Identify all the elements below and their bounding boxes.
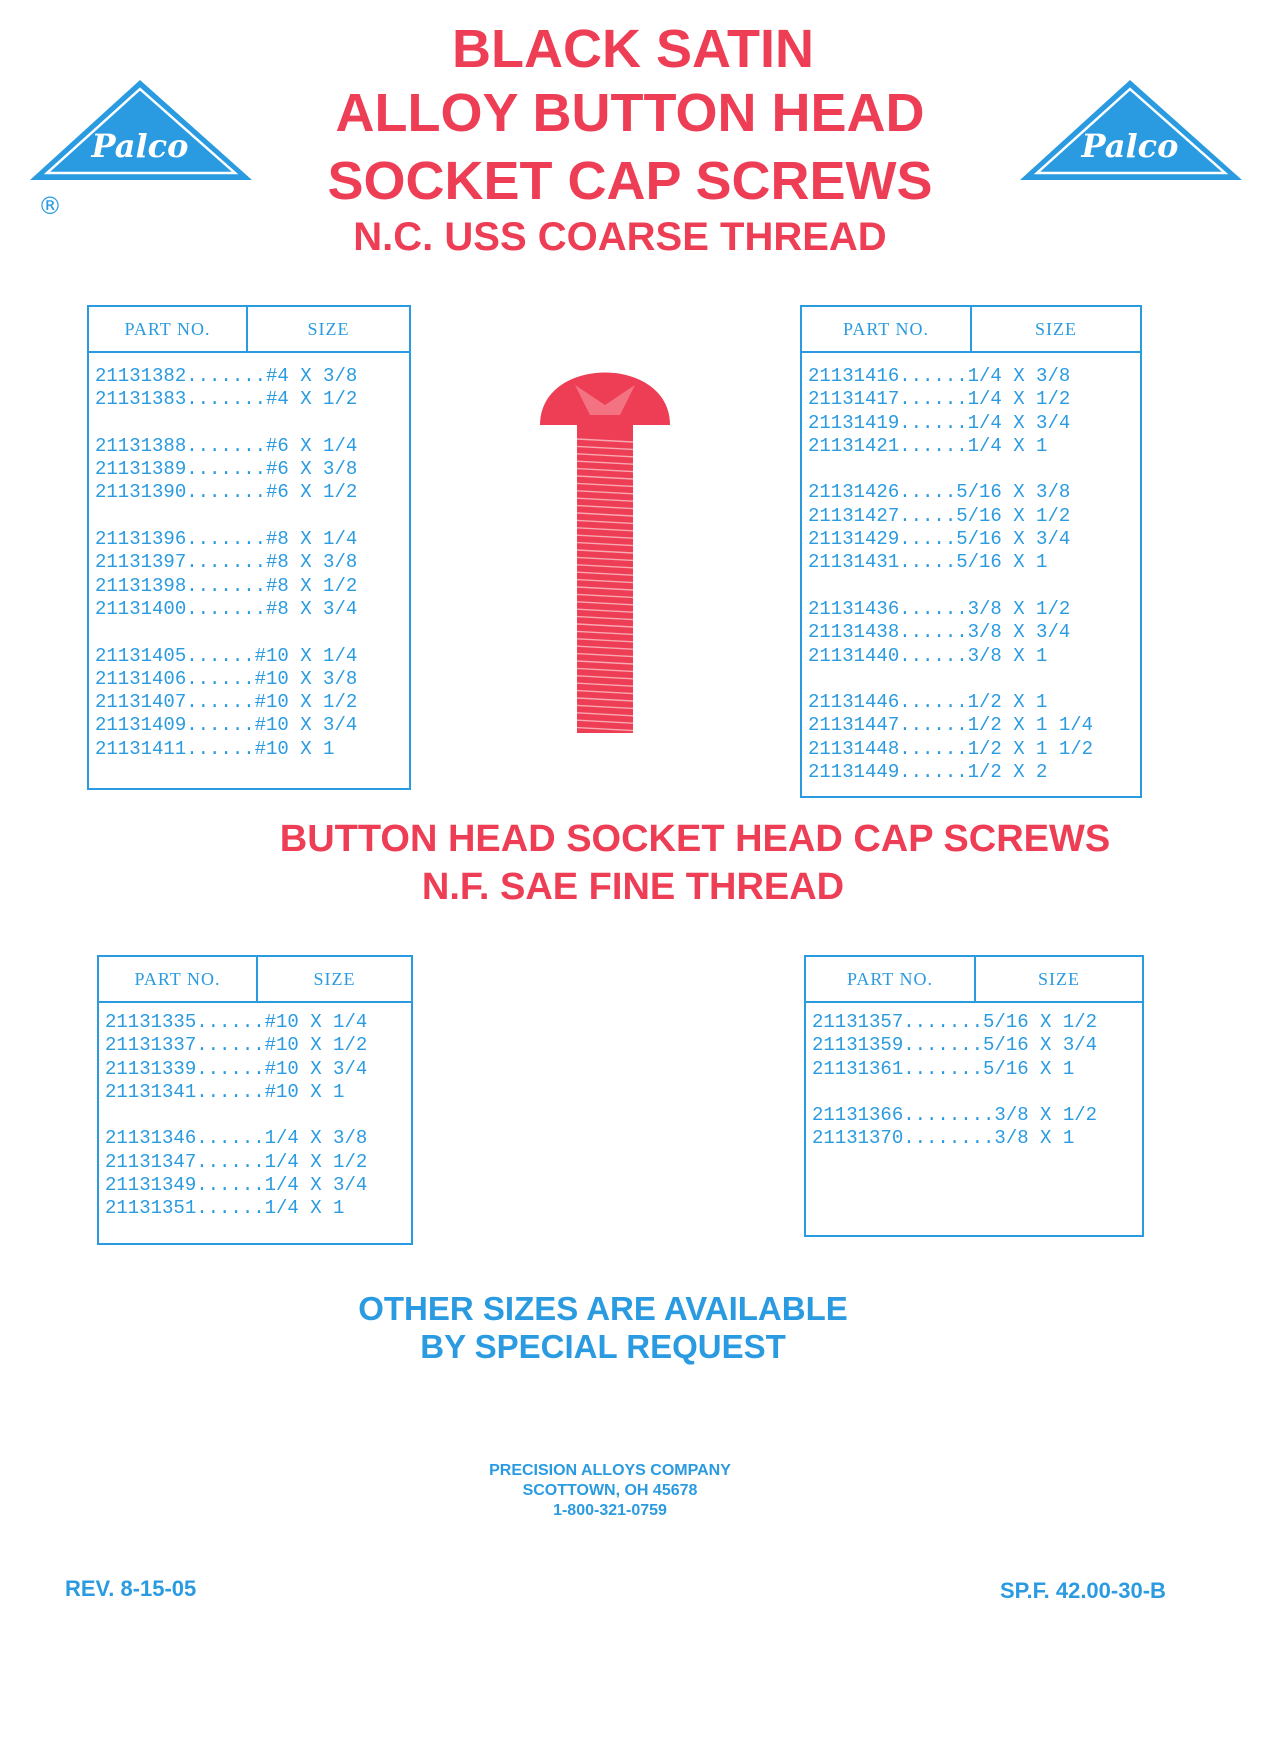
notice-line-1: OTHER SIZES ARE AVAILABLE [358,1290,848,1327]
part-row: 21131389.......#6 X 3/8 [95,458,358,481]
part-row: 21131447......1/2 X 1 1/4 [808,714,1094,737]
part-row: 21131429.....5/16 X 3/4 [808,528,1071,551]
table-body [89,353,409,761]
part-row: 21131339......#10 X 3/4 [105,1057,368,1080]
part-row: 21131346......1/4 X 3/8 [105,1127,368,1150]
part-row: 21131382.......#4 X 3/8 [95,365,358,387]
table-header [806,957,1142,1003]
table-header [802,307,1140,353]
part-row: 21131357.......5/16 X 1/2 [812,1011,1098,1033]
header-part-no: PART NO. [99,957,258,1001]
table-body [802,353,1140,784]
part-row: 21131359.......5/16 X 3/4 [812,1034,1098,1057]
coarse-thread-table-left [87,305,411,790]
part-row: 21131438......3/8 X 3/4 [808,621,1071,644]
part-row: 21131400.......#8 X 3/4 [95,597,358,620]
table-body [99,1003,411,1221]
title-line-2: ALLOY BUTTON HEAD [335,83,925,143]
part-row: 21131416......1/4 X 3/8 [808,365,1071,387]
group-spacer [808,458,1140,481]
notice-line-2: BY SPECIAL REQUEST [420,1328,786,1365]
part-row: 21131388.......#6 X 1/4 [95,434,358,457]
part-row: 21131406......#10 X 3/8 [95,667,358,690]
part-row: 21131426.....5/16 X 3/8 [808,481,1071,504]
header-size: SIZE [1038,968,1080,989]
part-row: 21131411......#10 X 1 [95,737,335,760]
table-header [99,957,411,1003]
table-body [806,1003,1142,1151]
part-row: 21131417......1/4 X 1/2 [808,388,1071,411]
header-part-no: PART NO. [806,957,976,1001]
part-row: 21131349......1/4 X 3/4 [105,1174,368,1197]
part-row: 21131347......1/4 X 1/2 [105,1150,368,1173]
coarse-thread-table-right [800,305,1142,798]
part-row: 21131351......1/4 X 1 [105,1197,345,1220]
title-line-3: SOCKET CAP SCREWS [327,151,933,211]
group-spacer [808,668,1140,691]
part-row: 21131337......#10 X 1/2 [105,1034,368,1057]
group-spacer [95,412,409,435]
part-row: 21131398.......#8 X 1/2 [95,574,358,597]
group-spacer [812,1081,1142,1104]
company-phone: 1-800-321-0759 [553,1502,667,1519]
part-row: 21131440......3/8 X 1 [808,644,1048,667]
part-row: 21131407......#10 X 1/2 [95,691,358,714]
part-row: 21131431.....5/16 X 1 [808,551,1048,574]
part-row: 21131366........3/8 X 1/2 [812,1104,1098,1127]
part-row: 21131405......#10 X 1/4 [95,644,358,667]
part-row: 21131436......3/8 X 1/2 [808,597,1071,620]
part-row: 21131370........3/8 X 1 [812,1127,1075,1150]
fine-thread-table-right [804,955,1144,1237]
part-row: 21131383.......#4 X 1/2 [95,388,358,411]
part-row: 21131341......#10 X 1 [105,1080,345,1103]
part-row: 21131449......1/2 X 2 [808,761,1048,784]
part-row: 21131421......1/4 X 1 [808,434,1048,457]
group-spacer [95,621,409,644]
part-row: 21131446......1/2 X 1 [808,691,1048,714]
header-size: SIZE [313,968,356,989]
header-part-no: PART NO. [802,307,972,351]
fine-thread-table-left [97,955,413,1245]
form-number: SP.F. 42.00-30-B [1000,1578,1166,1603]
fine-section-subtitle: N.F. SAE FINE THREAD [421,866,845,908]
part-row: 21131419......1/4 X 3/4 [808,411,1071,434]
revision-date: REV. 8-15-05 [65,1576,197,1601]
logo-text: Palco [1081,127,1179,165]
part-row: 21131396.......#8 X 1/4 [95,528,358,551]
fine-section-title: BUTTON HEAD SOCKET HEAD CAP SCREWS [279,818,1111,860]
title-line-1: BLACK SATIN [452,19,814,79]
part-row: 21131335......#10 X 1/4 [105,1011,368,1033]
part-row: 21131427.....5/16 X 1/2 [808,504,1071,527]
part-row: 21131409......#10 X 3/4 [95,714,358,737]
logo-text: Palco [91,127,189,165]
part-row: 21131390.......#6 X 1/2 [95,481,358,504]
registered-mark: ® [38,192,62,220]
part-row: 21131448......1/2 X 1 1/2 [808,737,1094,760]
header-size: SIZE [307,318,350,339]
subtitle-coarse-thread: N.C. USS COARSE THREAD [353,215,887,259]
header-size: SIZE [1035,318,1077,339]
table-header [89,307,409,353]
button-head-screw-illustration [535,335,675,740]
company-name: PRECISION ALLOYS COMPANY [489,1462,731,1479]
part-row: 21131361.......5/16 X 1 [812,1057,1075,1080]
part-row: 21131397.......#8 X 3/8 [95,551,358,574]
group-spacer [95,505,409,528]
group-spacer [808,575,1140,598]
group-spacer [105,1104,411,1127]
header-part-no: PART NO. [89,307,248,351]
company-address: SCOTTOWN, OH 45678 [522,1482,698,1499]
